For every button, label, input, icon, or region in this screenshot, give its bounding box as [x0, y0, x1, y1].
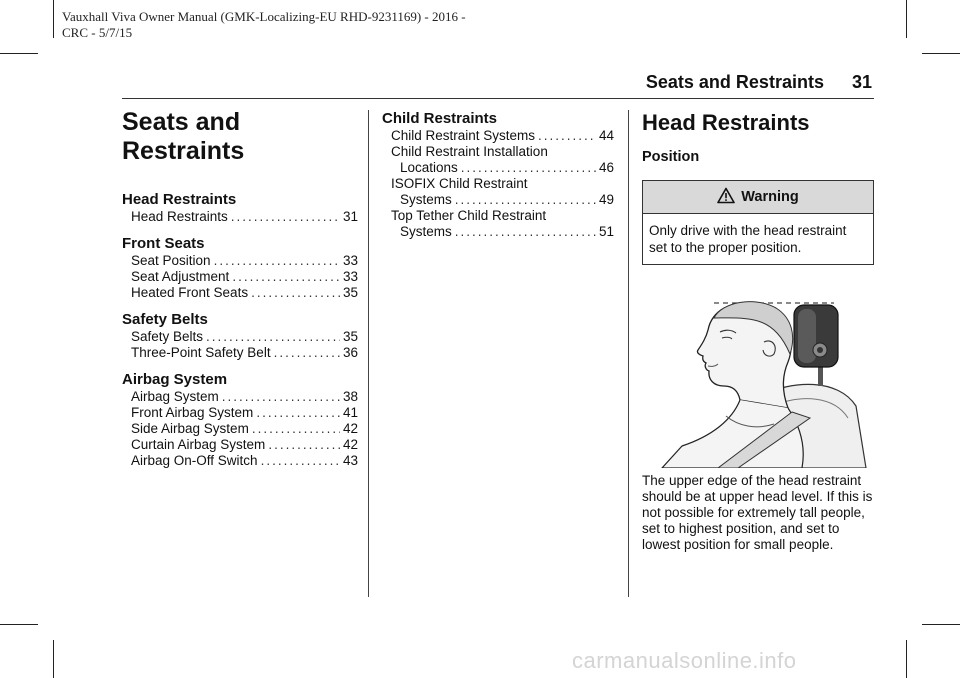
toc-entry-page: 42 — [342, 437, 358, 452]
toc-entry-page: 41 — [342, 405, 358, 420]
warning-label: Warning — [741, 189, 799, 205]
body-paragraph: The upper edge of the head restraint should be at upper head level. If this is not possible for extremely tall people, set to highest position, and set to lowest position for small people. — [642, 473, 873, 552]
toc-entry[interactable] — [382, 160, 614, 176]
leader-dots — [455, 192, 596, 208]
toc-group — [122, 191, 358, 225]
toc-entry[interactable] — [122, 329, 358, 345]
crop-mark — [906, 0, 907, 38]
leader-dots — [231, 209, 340, 225]
toc-entry[interactable] — [122, 345, 358, 361]
toc-entry-page: 51 — [598, 224, 614, 239]
toc-entry[interactable] — [122, 253, 358, 269]
warning-triangle-icon — [717, 187, 735, 208]
leader-dots — [222, 389, 340, 405]
meta-line: Vauxhall Viva Owner Manual (GMK-Localizing-EU RHD-9231169) - 2016 - — [62, 9, 466, 24]
toc-entry-label: Airbag System — [131, 389, 219, 404]
toc-heading[interactable]: Child Restraints — [382, 110, 498, 127]
page-number: 31 — [851, 72, 872, 92]
toc-entry[interactable] — [382, 192, 614, 208]
crop-mark — [906, 640, 907, 678]
toc-heading[interactable]: Head Restraints — [122, 191, 237, 208]
toc-entry-page: 46 — [598, 160, 614, 175]
toc-heading[interactable]: Safety Belts — [122, 311, 208, 328]
crop-mark — [53, 0, 54, 38]
toc-entry-page: 42 — [342, 421, 358, 436]
toc-entry-label: Head Restraints — [131, 209, 228, 224]
toc-entry-label: Child Restraint Systems — [391, 128, 536, 143]
toc-entry[interactable] — [122, 285, 358, 301]
toc-entry-label: Front Airbag System — [131, 405, 254, 420]
toc-entry-page: 43 — [342, 453, 358, 468]
toc-entry-page: 31 — [342, 209, 358, 224]
leader-dots — [251, 285, 340, 301]
section-title: Head Restraints — [642, 110, 810, 135]
leader-dots — [261, 453, 340, 469]
toc-entry-first-line[interactable] — [382, 208, 614, 224]
crop-mark — [0, 624, 38, 625]
leader-dots — [214, 253, 340, 269]
toc-entry[interactable] — [122, 453, 358, 469]
toc-entry-page: 44 — [598, 128, 614, 143]
content-column — [642, 110, 874, 552]
column-divider — [368, 110, 369, 597]
toc-column-2 — [382, 110, 614, 240]
toc-entry-first-line[interactable] — [382, 176, 614, 192]
leader-dots — [268, 437, 340, 453]
toc-entry-label: Locations — [400, 160, 458, 175]
crop-mark — [922, 624, 960, 625]
chapter-title-line: Seats and — [122, 108, 241, 136]
toc-entry-page: 35 — [342, 285, 358, 300]
toc-entry-label: ISOFIX Child Restraint — [391, 176, 528, 191]
column-divider — [628, 110, 629, 597]
toc-group — [122, 235, 358, 301]
toc-entry-label: Safety Belts — [131, 329, 204, 344]
toc-entry-label: Top Tether Child Restraint — [391, 208, 547, 223]
crop-mark — [922, 53, 960, 54]
chapter-title-line: Restraints — [122, 137, 245, 165]
toc-group — [122, 371, 358, 469]
watermark: carmanualsonline.info — [572, 648, 797, 673]
warning-header — [643, 181, 873, 214]
toc-entry-label: Airbag On-Off Switch — [131, 453, 258, 468]
meta-line: CRC - 5/7/15 — [62, 25, 133, 40]
toc-entry-page: 38 — [342, 389, 358, 404]
warning-text: Only drive with the head restraint set to the proper position. — [649, 223, 847, 255]
toc-entry[interactable] — [122, 421, 358, 437]
warning-box — [642, 180, 874, 265]
toc-entry[interactable] — [122, 209, 358, 225]
leader-dots — [252, 421, 340, 437]
toc-entry-label: Systems — [400, 192, 452, 207]
leader-dots — [256, 405, 340, 421]
toc-entry-label: Heated Front Seats — [131, 285, 249, 300]
running-head-section: Seats and Restraints — [645, 72, 824, 92]
leader-dots — [461, 160, 596, 176]
toc-entry[interactable] — [382, 128, 614, 144]
section-subtitle: Position — [642, 149, 700, 165]
toc-entry[interactable] — [382, 224, 614, 240]
chapter-title — [122, 108, 358, 166]
crop-mark — [53, 640, 54, 678]
document-meta — [62, 9, 466, 41]
toc-entry[interactable] — [122, 389, 358, 405]
head-restraint-position-illustration — [642, 296, 874, 468]
toc-entry-label: Seat Position — [131, 253, 211, 268]
leader-dots — [538, 128, 596, 144]
toc-entry-label: Child Restraint Installation — [391, 144, 548, 159]
toc-heading[interactable]: Airbag System — [122, 371, 228, 388]
crop-mark — [0, 53, 38, 54]
toc-entry[interactable] — [122, 437, 358, 453]
toc-entry-page: 49 — [598, 192, 614, 207]
toc-entry[interactable] — [122, 269, 358, 285]
header-rule — [122, 98, 874, 99]
toc-entry-label: Three-Point Safety Belt — [131, 345, 271, 360]
running-head — [646, 72, 872, 93]
leader-dots — [232, 269, 340, 285]
toc-entry-page: 36 — [342, 345, 358, 360]
toc-entry-label: Systems — [400, 224, 452, 239]
toc-entry-label: Seat Adjustment — [131, 269, 230, 284]
toc-entry-first-line[interactable] — [382, 144, 614, 160]
toc-group — [122, 311, 358, 361]
toc-entry-page: 35 — [342, 329, 358, 344]
toc-column-1 — [122, 108, 358, 469]
leader-dots — [274, 345, 340, 361]
toc-entry[interactable] — [122, 405, 358, 421]
toc-entry-label: Side Airbag System — [131, 421, 249, 436]
leader-dots — [455, 224, 596, 240]
toc-entry-label: Curtain Airbag System — [131, 437, 266, 452]
toc-heading[interactable]: Front Seats — [122, 235, 205, 252]
toc-entry-page: 33 — [342, 253, 358, 268]
toc-entry-page: 33 — [342, 269, 358, 284]
leader-dots — [206, 329, 340, 345]
